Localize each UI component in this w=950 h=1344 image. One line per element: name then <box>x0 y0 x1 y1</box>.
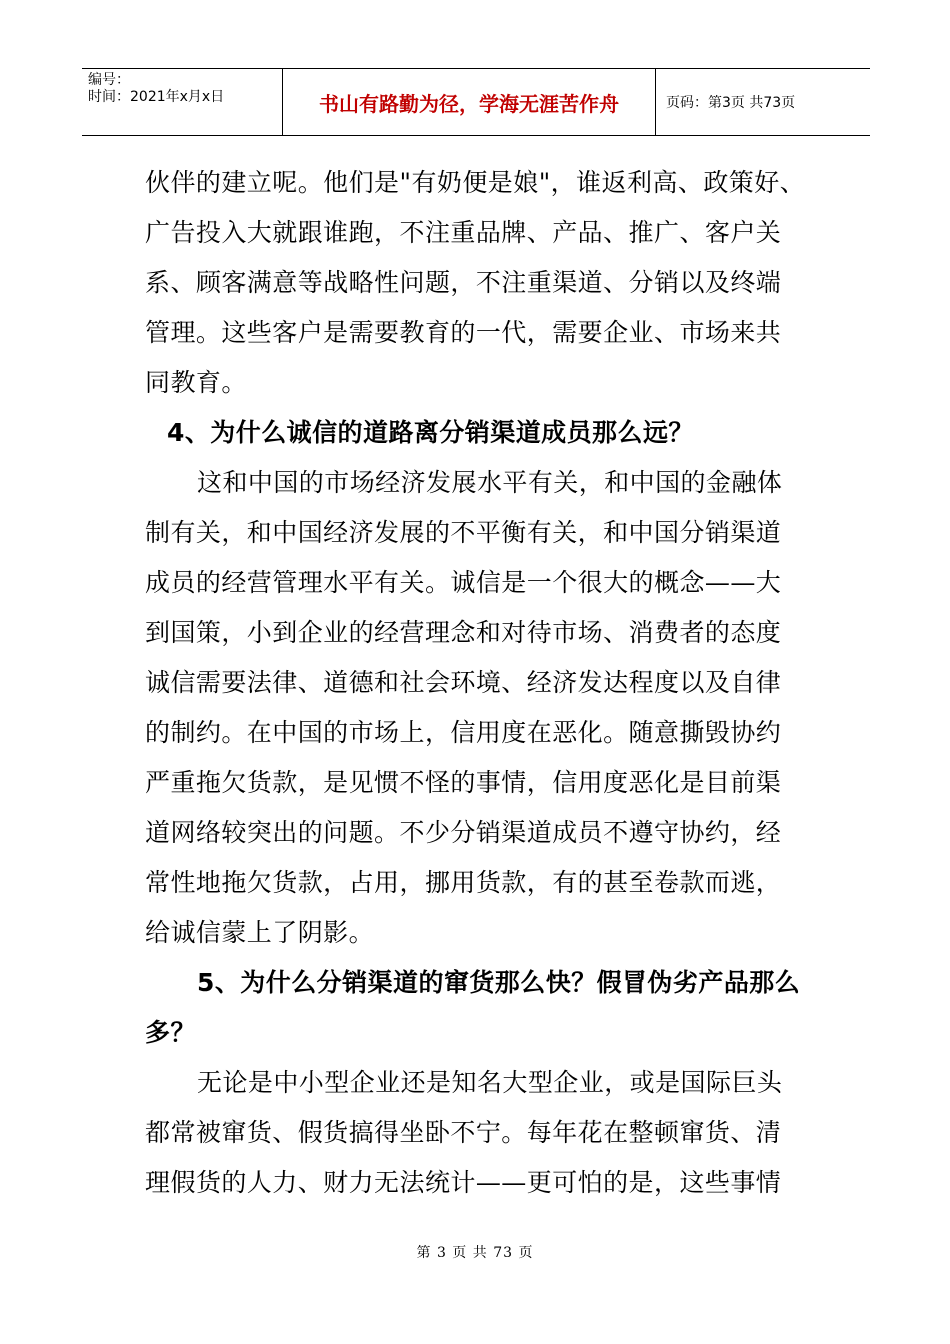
body-line: 系、顾客满意等战略性问题，不注重渠道、分销以及终端 <box>145 268 782 297</box>
body-line: 制有关，和中国经济发展的不平衡有关，和中国分销渠道 <box>145 518 782 547</box>
body-line: 都常被窜货、假货搞得坐卧不宁。每年花在整顿窜货、清 <box>145 1118 782 1147</box>
body-line: 的制约。在中国的市场上，信用度在恶化。随意撕毁协约 <box>145 718 782 747</box>
body-line: 道网络较突出的问题。不少分销渠道成员不遵守协约，经 <box>145 818 782 847</box>
body-line: 管理。这些客户是需要教育的一代，需要企业、市场来共 <box>145 318 782 347</box>
header-meta <box>82 69 283 135</box>
header-motto: 书山有路勤为径，学海无涯苦作舟 <box>283 69 656 135</box>
body-line: 伙伴的建立呢。他们是"有奶便是娘"，谁返利高、政策好、 <box>145 168 806 197</box>
section-heading-4: 4、为什么诚信的道路离分销渠道成员那么远？ <box>167 418 694 447</box>
body-line: 无论是中小型企业还是知名大型企业，或是国际巨头 <box>197 1068 783 1097</box>
page-header <box>82 68 870 136</box>
body-line: 严重拖欠货款，是见惯不怪的事情，信用度恶化是目前渠 <box>145 768 782 797</box>
body-line: 广告投入大就跟谁跑，不注重品牌、产品、推广、客户关 <box>145 218 782 247</box>
document-date: 时间：2021年x月x日 <box>88 89 225 105</box>
section-heading-5: 5、为什么分销渠道的窜货那么快？假冒伪劣产品那么 <box>197 968 801 997</box>
body-line: 同教育。 <box>145 368 247 397</box>
body-line: 这和中国的市场经济发展水平有关，和中国的金融体 <box>197 468 783 497</box>
document-number-label: 编号： <box>88 72 130 88</box>
page-footer: 第 3 页 共 73 页 <box>416 1245 534 1261</box>
body-line: 理假货的人力、财力无法统计——更可怕的是，这些事情 <box>145 1168 782 1197</box>
body-line: 给诚信蒙上了阴影。 <box>145 918 375 947</box>
body-line: 成员的经营管理水平有关。诚信是一个很大的概念——大 <box>145 568 782 597</box>
body-line: 到国策，小到企业的经营理念和对待市场、消费者的态度 <box>145 618 782 647</box>
document-body <box>145 158 813 1208</box>
header-page-info: 页码：第3页 共73页 <box>666 95 796 111</box>
body-line: 诚信需要法律、道德和社会环境、经济发达程度以及自律 <box>145 668 782 697</box>
section-heading-5-cont: 多？ <box>145 1018 196 1047</box>
body-line: 常性地拖欠货款，占用，挪用货款，有的甚至卷款而逃， <box>145 868 782 897</box>
